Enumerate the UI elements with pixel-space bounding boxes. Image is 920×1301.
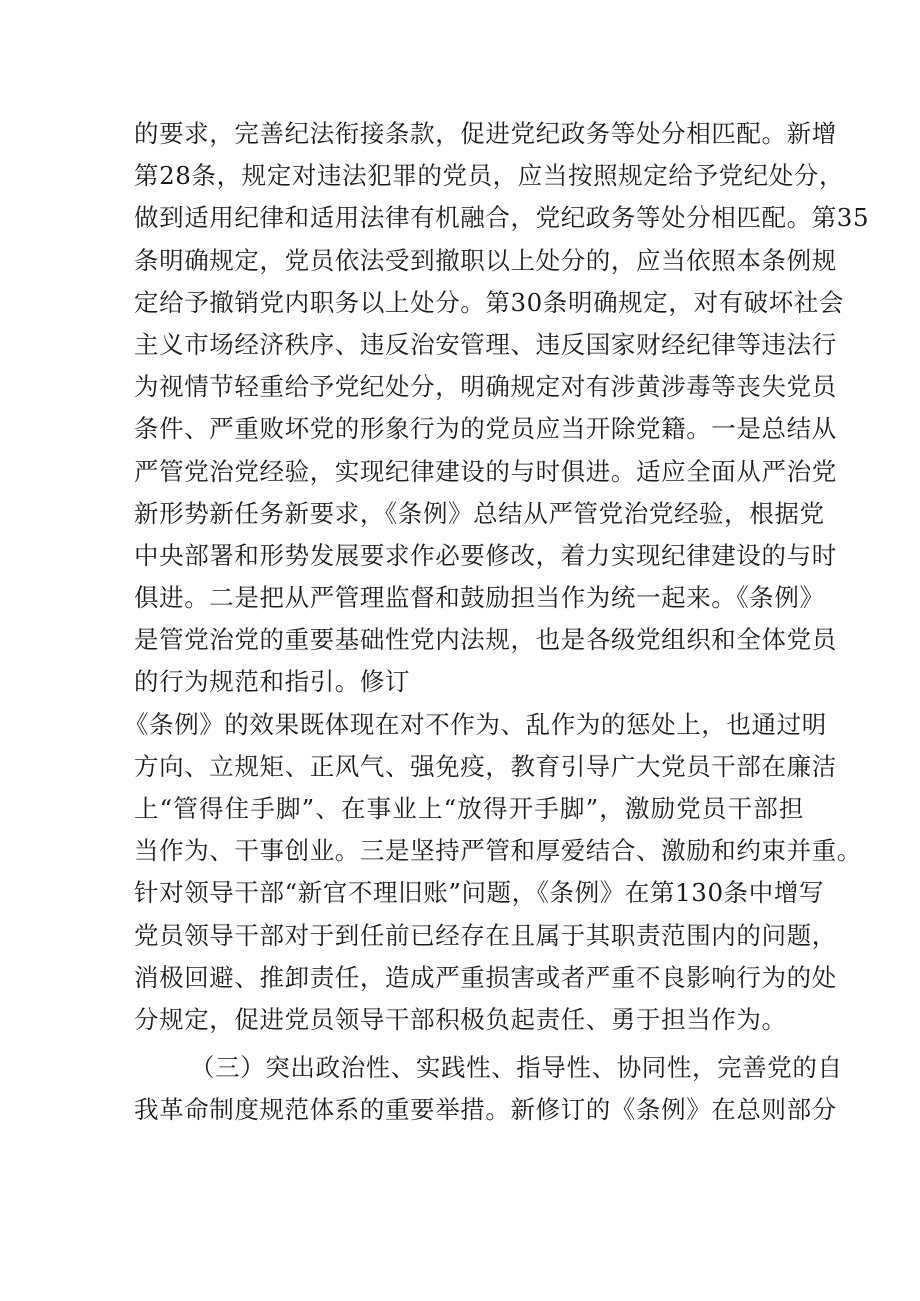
text-line-8: 条件、严重败坏党的形象行为的党员应当开除党籍。一是总结从 [134,414,837,444]
text-line-9: 严管党治党经验，实现纪律建设的与时俱进。适应全面从严治党 [134,456,837,486]
text-line-4: 条明确规定，党员依法受到撤职以上处分的，应当依照本条例规 [134,245,837,275]
text-line-10: 新形势新任务新要求，《条例》总结从严管党治党经验，根据党 [134,498,825,528]
text-line-15: 《条例》的效果既体现在对不作为、乱作为的惩处上，也通过明 [124,709,827,739]
body-text [124,113,870,1132]
text-line-16: 方向、立规矩、正风气、强免疫，教育引导广大党员干部在廉洁 [134,751,837,781]
text-line-2: 第28条，规定对违法犯罪的党员，应当按照规定给予党纪处分， [134,161,845,191]
text-line-5: 定给予撤销党内职务以上处分。第30条明确规定，对有破坏社会 [134,287,845,317]
text-line-24: 我革命制度规范体系的重要举措。新修订的《条例》在总则部分 [134,1095,837,1125]
text-line-3: 做到适用纪律和适用法律有机融合，党纪政务等处分相匹配。第35 [134,203,870,233]
text-line-12: 俱进。二是把从严管理监督和鼓励担当作为统一起来。《条例》 [134,583,825,613]
text-line-7: 为视情节轻重给予党纪处分，明确规定对有涉黄涉毒等丧失党员 [134,372,837,402]
text-line-19: 针对领导干部“新官不理旧账”问题，《条例》在第130条中增写 [134,878,825,908]
text-line-11: 中央部署和形势发展要求作必要修改，着力实现纪律建设的与时 [134,540,837,570]
text-line-1: 的要求，完善纪法衔接条款，促进党纪政务等处分相匹配。新增 [134,119,837,148]
text-line-20: 党员领导干部对于到任前已经存在且属于其职责范围内的问题， [134,920,837,950]
text-line-13: 是管党治党的重要基础性党内法规，也是各级党组织和全体党员 [134,625,837,655]
text-line-21: 消极回避、推卸责任，造成严重损害或者严重不良影响行为的处 [134,962,837,992]
text-line-18: 当作为、干事创业。三是坚持严管和厚爱结合、激励和约束并重。 [134,836,862,866]
text-line-6: 主义市场经济秩序、违反治安管理、违反国家财经纪律等违法行 [134,329,837,359]
text-line-14: 的行为规范和指引。修订 [134,667,411,697]
text-line-17: 上“管得住手脚”、在事业上“放得开手脚”，激励党员干部担 [134,794,804,823]
text-line-23: （三）突出政治性、实践性、指导性、协同性，完善党的自 [190,1053,843,1083]
text-line-22: 分规定，促进党员领导干部积极负起责任、勇于担当作为。 [134,1004,787,1034]
